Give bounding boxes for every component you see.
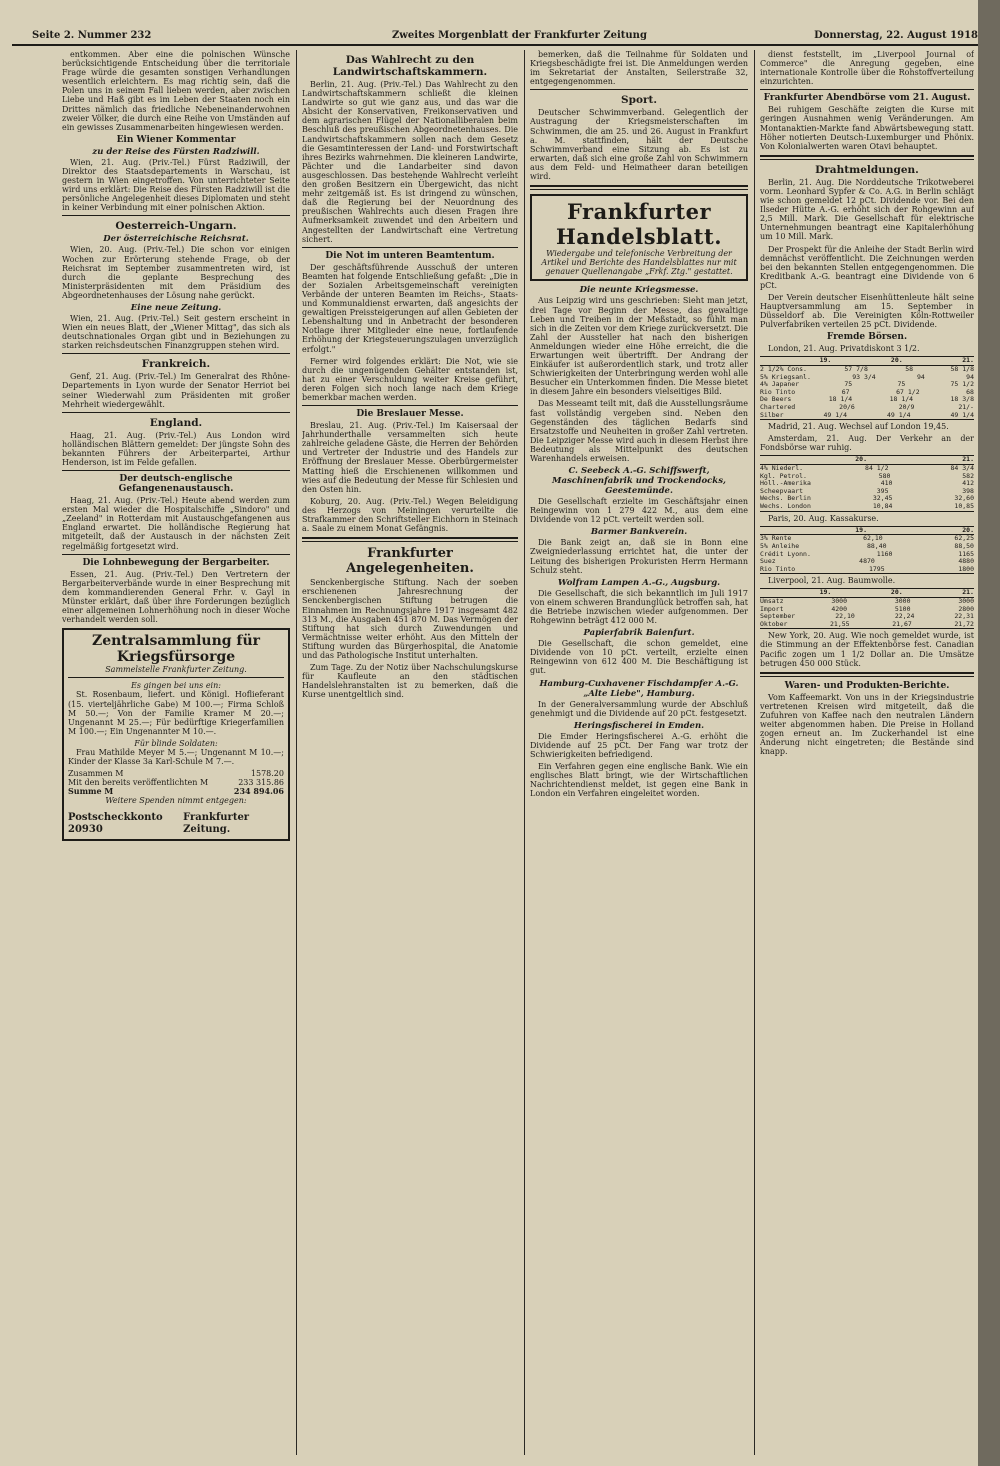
table-cell: 412 [962,479,974,488]
article-text: Berlin, 21. Aug. Die Norddeutsche Trikotweberei vorm. Leonhard Sypfer & Co. A.G. in Berlin schlägt wie schon gemeldet 12 pCt. Dividende vor. Bei den Ilseder Hütte A.-G. erhöht sich der Rohgewinn auf 2,5 Mill. Mark. Die Gesellschaft für elektrische Unternehmungen beantragt eine Kapitalerhöhung um 10 Mill. Mark. [760,177,974,242]
table-cell: September [760,612,796,621]
page-header [12,30,978,46]
table-cell: Crédit Lyonn. [760,549,811,558]
article-headline: Die Lohnbewegung der Bergarbeiter. [82,557,270,568]
article-text: entkommen. Aber eine die polnischen Wünsche berücksichtigende Entscheidung über die territoriale Frage würde die gesamten sonstigen Verhandlungen wesentlich erleichtern. Es mag richtig sein, daß die Polen uns in seinem Fall lieben werden, aber zwischen Liebe und Haß gibt es im Leben der Staaten noch ein Drittes nämlich das friedliche Nebeneinanderwohnen zweier Völker, die durch eine Reihe von Umständen auf ein gewisses Zusammenarbeiten hingewiesen werden. [62,50,290,132]
article-text: Ferner wird folgendes erklärt: Die Not, wie sie durch die ungenügenden Gehälter entstanden ist, hat zu einer Verschuldung weiter Kreise geführt, deren Folgen sich noch lange nach dem Kriege bemerkbar machen werden. [302,356,518,402]
postscheck-label: Postscheckkonto 20930 [68,811,163,835]
table-cell: 49 1/4 [823,410,847,419]
table-row [760,389,974,397]
table-cell: 21. [962,455,974,464]
sum-value: 234 894.06 [233,786,284,797]
company-headline: Heringsfischerei in Emden. [573,720,705,731]
table-cell: 88,50 [954,541,974,550]
article-text: Die Emder Heringsfischerei A.-G. erhöht die Dividende auf 25 pCt. Der Fang war trotz der Schwierigkeiten befriedigend. [530,731,748,759]
table-cell: Umsatz [760,596,784,605]
table-cell: 22,31 [954,612,974,621]
sum-label: Summe M [68,786,114,797]
article-subheadline: zu der Reise des Fürsten Radziwill. [92,146,260,157]
table-cell: 22,24 [894,612,915,621]
header-right: Donnerstag, 22. August 1918 [814,30,978,41]
donation-list: St. Rosenbaum, liefert. und Königl. Hoflieferant (15. vierteljährliche Gabe) M 100.—; Firma Schloß M 50.—; Von der Familie Kramer M 20.—; Ungenannt M 25.—; Für bedürftige Kriegerfamilien M 100.—; Ein Ungenannter M 10.—. [68,690,284,736]
table-cell: 19. [819,356,832,365]
table-cell: Rio Tinto [760,564,796,573]
table-cell: Kgl. Petrol. [760,471,807,480]
donation-subhead: Für blinde Soldaten: [134,738,218,748]
donation-box [62,628,290,840]
article-text: bemerken, daß die Teilnahme für Soldaten und Kriegsbeschädigte frei ist. Die Anmeldungen werden im Sekretariat der Anstalten, Seilerstraße 32, entgegengenommen. [530,50,748,87]
table-cell: 20/9 [898,403,915,411]
table-cell: 93 3/4 [852,372,876,381]
article-text: Ein Verfahren gegen eine englische Bank. Wie ein englisches Blatt bringt, wie der Wirtschaftlichen Nachrichtendienst meldet, ist gegen eine Bank in London ein Verfahren eingeleitet worden. [530,761,748,799]
table-cell: 582 [962,471,974,480]
article-text: dienst feststellt, im „Liverpool Journal of Commerce" die Anregung gegeben, eine internationale Kontrolle über die Rohstoffverteilung einzurichten. [760,50,974,87]
table-cell: Oktober [760,619,788,628]
table-cell: 62,10 [863,534,883,543]
article-text: Wien, 21. Aug. (Priv.-Tel.) Seit gestern erscheint in Wien ein neues Blatt, der „Wiener Mittag", das sich als deutschnationales Organ gibt und in Beziehungen zu starken reichsdeutschen Finanzgruppen stehen wird. [62,313,290,351]
article-text: Die Bank zeigt an, daß sie in Bonn eine Zweigniederlassung errichtet hat, die unter der Leitung des bisherigen Prokuristen Herrn Hermann Schulz steht. [530,538,748,575]
article-text: New York, 20. Aug. Wie noch gemeldet wurde, ist die Stimmung an der Effektenbörse fest. Canadian Pacific zogen um 1 1/2 Dollar an. Die Umsätze betrugen 450 000 Stück. [760,631,974,668]
table-cell: Wechs. London [760,502,811,511]
table-cell: 398 [962,486,974,495]
table-cell: 4% Japaner [760,380,800,389]
article-headline: Frankfurter Abendbörse vom 21. August. [763,93,971,104]
divider [62,470,290,471]
table-cell: Silber [760,410,784,419]
donation-box-subtitle: Sammelstelle Frankfurter Zeitung. [105,665,247,675]
column-4 [760,50,974,1460]
column-3 [530,50,748,1460]
table-cell: 10,85 [954,502,974,511]
table-cell: 18 1/4 [889,395,914,404]
section-headline: Frankfurter Angelegenheiten. [346,546,474,577]
table-cell: 5100 [894,604,911,613]
article-subheadline: Die neunte Kriegsmesse. [579,285,699,296]
article-text: Zum Tage. Zu der Notiz über Nachschulungskurse für Kaufleute an den städtischen Handelslehranstalten ist zu bemerken, daß die Kurse unentgeltlich sind. [302,663,518,700]
table-cell: 1800 [958,564,974,573]
stock-table-london [760,356,974,420]
article-text: Bei ruhigem Geschäfte zeigten die Kurse mit geringen Ausnahmen wenig Veränderungen. Am Montanaktien-Markte fand Abwärtsbewegung statt. Höher notierten Deutsch-Luxemburger und Phönix. Von Kolonialwerten waren Otavi behauptet. [760,105,974,151]
donation-box-title: Zentralsammlung für Kriegsfürsorge [91,633,261,666]
column-2 [302,50,518,1460]
article-headline: Der deutsch-englische Gefangenenaustausch. [118,474,234,495]
table-cell: 4880 [958,557,974,566]
article-text: Breslau, 21. Aug. (Priv.-Tel.) Im Kaisersaal der Jahrhunderthalle versammelten sich heute zahlreiche geladene Gäste, die Herren der Behörden und Vertreter der Industrie und des Handels zur Eröffnung der Breslauer Messe. Oberbürgermeister Matting hieß die Erschienenen willkommen und wies auf die Bedeutung der Messe für Schlesien und den Osten hin. [302,421,518,494]
table-cell: 22,10 [835,612,855,621]
article-text: Wien, 20. Aug. (Priv.-Tel.) Die schon vor einigen Wochen zur Erörterung stehende Frage, ob der Reichsrat im September zusammentreten wird, ist durch die geplante Besprechung des Ministerpräsidenten mit dem Präsidium des Abgeordnetenhauses der Lösung nahe gerückt. [62,245,290,300]
table-cell: 2 1/2% Cons. [760,365,807,374]
table-cell: 4200 [831,604,847,613]
donation-total-row [68,787,284,796]
column-rule [296,50,297,1455]
table-cell: 10,84 [872,502,893,511]
table-cell: Suez [760,557,776,566]
table-cell: 58 1/8 [950,365,974,374]
table-cell: 20. [855,455,867,464]
table-cell: Wechs. Berlin [760,494,811,503]
article-text: Wien, 21. Aug. (Priv.-Tel.) Fürst Radziwill, der Direktor des Staatsdepartements in Warschau, ist gestern in Wien eingetroffen. Von unterrichteter Seite wird uns erklärt: Die Reise des Fürsten Radziwill ist die persönliche Angelegenheit dieses Diplomaten und steht in keiner Verbindung mit einer polnischen Aktion. [62,157,290,213]
article-text: Berlin, 21. Aug. (Priv.-Tel.) Das Wahlrecht zu den Landwirtschaftskammern schließt die kleinen Landwirte so gut wie ganz aus, und das war die Absicht der Konservativen, Freikonservativen und dem agrarischen Flügel der Nationalliberalen beim Beschluß des preußischen Abgeordnetenhauses. Die Landwirtschaftskammern sollen nach dem Gesetz die Gesamtinteressen der Land- und Forstwirtschaft ihres Bezirks wahrnehmen. Die kleineren Landwirte, Pächter und die Landarbeiter sind davon ausgeschlossen. Das bestehende Wahlrecht verleiht den großen Besitzern ein Übergewicht, das nicht mehr zeitgemäß ist. Es ist dringend zu wünschen, daß die Regierung bei der Neuordnung des preußischen Wahlrechts auch diesen Fragen ihre Aufmerksamkeit zuwendet und den Arbeitern und Angestellten der Landwirtschaft eine Vertretung sichert. [302,80,518,244]
table-cell: 94 [966,372,974,381]
table-header-row [760,589,974,598]
company-headline: Wolfram Lampen A.-G., Augsburg. [557,577,721,588]
table-cell: 75 1/2 [950,380,974,389]
sum-value: 233 315.86 [238,778,284,788]
divider [760,155,974,160]
donation-list: Frau Mathilde Meyer M 5.—; Ungenannt M 10.—; Kinder der Klasse 3a Karl-Schule M 7.—. [68,747,284,767]
divider [62,554,290,555]
sum-label: Zusammen M [68,769,124,779]
table-cell: Holl.-Amerika [760,479,811,488]
article-text: Haag, 21. Aug. (Priv.-Tel.) Aus London wird holländischen Blättern gemeldet: Der jüngste Sohn des bekannten Führers der Arbeiterpartei, Arthur Henderson, ist im Felde gefallen. [62,430,290,467]
section-headline: Drahtmeldungen. [815,163,919,176]
table-cell: 19. [819,588,832,597]
article-text: Die Gesellschaft, die sich bekanntlich im Juli 1917 von einem schweren Brandunglück betroffen sah, hat die Betriebe inzwischen wieder aufgenommen. Der Rohgewinn beträgt 412 000 M. [530,588,748,626]
table-cell: 18 1/4 [828,395,853,404]
table-cell: 84 1/2 [865,464,889,473]
table-row [760,412,974,420]
table-cell: 4% Niederl. [760,464,804,473]
table-cell: 21. [962,356,974,365]
divider [760,89,974,90]
market-head: London, 21. Aug. Privatdiskont 3 1/2. [768,344,920,354]
table-cell: 5% Kriegsanl. [760,372,811,381]
divider [62,412,290,413]
article-text: Die Gesellschaft, die schon gemeldet, eine Dividende von 10 pCt. verteilt, erzielte einen Reingewinn von 612 400 M. Die Beschäftigung ist gut. [530,639,748,676]
market-head: Liverpool, 21. Aug. Baumwolle. [768,576,896,586]
article-text: Genf, 21. Aug. (Priv.-Tel.) Im Generalrat des Rhône-Departements in Lyon wurde der Senator Herriot bei seiner Wiederwahl zum Präsidenten mit großer Mehrheit wiedergewählt. [62,372,290,409]
company-headline: Hamburg-Cuxhavener Fischdampfer A.-G. „Alte Liebe", Hamburg. [539,678,739,699]
handelsblatt-title: Frankfurter Handelsblatt. [555,199,723,250]
article-headline: Waren- und Produkten-Berichte. [784,680,950,691]
article-text: Vom Kaffeemarkt. Von uns in der Kriegsindustrie vertretenen Kreisen wird mitgeteilt, daß die Zufuhren von Kaffee nach den neutralen Ländern weiter abgenommen haben. Die Preise in Holland zogen erneut an. Im Zuckerhandel ist eine Änderung nicht eingetreten; die Bestände sind knapp. [760,692,974,757]
article-text: Der Prospekt für die Anleihe der Stadt Berlin wird demnächst veröffentlicht. Die Zeichnungen werden bei den bekannten Stellen entgegengenommen. Die Kreditbank A.-G. beantragt eine Dividende von 6 pCt. [760,244,974,290]
table-cell: 19. [855,525,867,534]
header-center: Zweites Morgenblatt der Frankfurter Zeitung [392,30,647,41]
donation-footer: Weitere Spenden nimmt entgegen: [105,796,247,806]
table-cell: Rio Tinto [760,387,796,396]
table-cell: 75 [897,380,906,389]
table-cell: 32,45 [872,494,893,503]
article-headline: Das Wahlrecht zu den Landwirtschaftskammern. [332,54,488,78]
table-row [760,503,974,511]
table-cell: 67 1/2 [896,387,920,396]
table-row [760,598,974,606]
sum-label: Mit den bereits veröffentlichten M [68,778,209,788]
divider [760,672,974,677]
table-cell: 21/- [958,403,974,411]
divider [302,537,518,542]
table-cell: 49 1/4 [887,410,911,419]
column-1 [62,50,290,1460]
table-cell: 58 [905,365,914,374]
donation-sum-row [68,769,284,778]
donation-box-intro: Es gingen bei uns ein: [131,681,221,691]
table-cell: 21,67 [892,619,912,628]
article-text: Essen, 21. Aug. (Priv.-Tel.) Den Vertretern der Bergarbeiterverbände wurde in einer Besprechung mit dem kommandierenden General Frhr. v. Gayl in Münster erklärt, daß über ihre Forderungen bezüglich einer allgemeinen Lohnerhöhung noch in dieser Woche verhandelt werden soll. [62,569,290,625]
article-text: Die Gesellschaft erzielte im Geschäftsjahr einen Reingewinn von 1 279 422 M., aus dem eine Dividende von 12 pCt. verteilt werden soll. [530,497,748,525]
stock-table-amsterdam [760,455,974,511]
table-cell: 1795 [868,564,885,573]
table-cell: 68 [966,387,974,396]
table-cell: 57 7/8 [844,365,868,374]
market-head: Madrid, 21. Aug. Wechsel auf London 19,45. [768,422,949,432]
table-cell: 75 [844,380,853,389]
divider [302,405,518,406]
article-text: Koburg, 20. Aug. (Priv.-Tel.) Wegen Beleidigung des Herzogs von Meiningen verurteilte die Strafkammer den Schriftsteller Eichhorn in Steinach a. Saale zu einem Monat Gefängnis. [302,496,518,534]
article-text: In der Generalversammlung wurde der Abschluß genehmigt und die Dividende auf 20 pCt. festgesetzt. [530,699,748,718]
donation-contact [68,812,284,836]
table-cell: 21. [962,588,974,597]
stock-table-liverpool [760,588,974,629]
article-text: Das Messeamt teilt mit, daß die Ausstellungsräume fast vollständig vergeben sind. Neben den Gegenständen des täglichen Bedarfs sind Ersatzstoffe und Neuheiten in großer Zahl vertreten. Die Leipziger Messe wird auch in diesem Herbst ihre Bedeutung als Mittelpunkt des deutschen Warenhandels erweisen. [530,399,748,463]
table-cell: 3000 [831,596,847,605]
table-cell: 32,60 [954,494,974,503]
table-cell: Chartered [760,403,796,411]
table-cell: 20. [890,356,903,365]
table-cell: 3000 [958,596,974,605]
newspaper-name: Frankfurter Zeitung. [183,811,250,835]
table-cell: Scheepvaart [760,486,804,495]
table-cell: 88,40 [866,541,887,550]
table-cell: 84 3/4 [950,464,974,473]
table-cell: 395 [876,486,889,495]
table-cell: 20. [962,525,974,534]
column-rule [524,50,525,1455]
table-cell: 5% Anleihe [760,541,800,550]
article-text: Deutscher Schwimmverband. Gelegentlich der Austragung der Kriegsmeisterschaften im Schwimmen, die am 25. und 26. August in Frankfurt a. M. stattfinden, hält der Deutsche Schwimmverband eine Sitzung ab. Es ist zu erwarten, daß sich eine große Zahl von Schwimmern aus dem Feld- und Heimatheer daran beteiligen wird. [530,108,748,182]
table-row [760,621,974,629]
article-text: Aus Leipzig wird uns geschrieben: Sieht man jetzt, drei Tage vor Beginn der Messe, das gewaltige Leben und Treiben in der Meßstadt, so fühlt man sich in die Zeiten vor dem Kriege zurückversetzt. Die Zahl der Aussteller hat nach den bisherigen Anmeldungen wieder eine Höhe erreicht, die die Erwartungen weit übertrifft. Der Andrang der Einkäufer ist außerordentlich stark, und trotz aller Schwierigkeiten der Unterbringung werden wohl alle Besucher ein Unterkommen finden. Die Messe bietet in diesem Jahre ein besonders vielseitiges Bild. [530,296,748,397]
divider [302,247,518,248]
table-cell: 3000 [894,596,911,605]
table-cell: 94 [917,372,925,381]
market-head: Paris, 20. Aug. Kassakurse. [768,513,879,523]
company-headline: Barmer Bankverein. [590,527,688,538]
table-cell: 2800 [958,604,974,613]
page-edge [978,0,1000,1466]
table-cell: 580 [878,471,891,480]
table-cell: 4870 [859,557,875,566]
stock-table-paris [760,526,974,575]
table-row [760,566,974,574]
sum-value: 1578.20 [250,769,284,779]
article-text: Haag, 21. Aug. (Priv.-Tel.) Heute abend werden zum ersten Mal wieder die Hospitalschiffe „Sindoro" und „Zeeland" in Rotterdam mit Austauschgefangenen aus England erwartet. Die holländische Regierung hat mitgeteilt, daß der Austausch in der nächsten Zeit regelmäßig fortgesetzt wird. [62,496,290,551]
divider [530,185,748,190]
table-row [760,613,974,621]
section-headline: Sport. [621,94,657,107]
article-subheadline: Der österreichische Reichsrat. [103,234,249,245]
company-headline: C. Seebeck A.-G. Schiffswerft, Maschinenfabrik und Trockendocks, Geestemünde. [552,466,726,497]
article-headline: Die Not im unteren Beamtentum. [325,250,495,261]
table-cell: 18 3/8 [950,395,974,404]
table-cell: 1165 [958,549,974,558]
article-headline: Fremde Börsen. [826,332,908,343]
article-text: Der Verein deutscher Eisenhüttenleute hält seine Hauptversammlung am 15. September in Düsseldorf ab. Die Vereinigten Köln-Rottweiler Pulverfabriken verteilen 25 pCt. Dividende. [760,292,974,330]
table-cell: 49 1/4 [950,410,974,419]
article-text: Der geschäftsführende Ausschuß der unteren Beamten hat folgende Entschließung gefaßt: „Die in der Sozialen Arbeitsgemeinschaft vereinigten Verbände der unteren Beamten im Reichs-, Staats- und Kommunaldienst erwarten, daß angesichts der gewaltigen Preissteigerungen auf allen Gebieten der Lebenshaltung und in Anbetracht der besonderen Notlage ihrer Mitglieder eine neue, fortlaufende Erhöhung der Kriegsteuerungszulagen unverzüglich erfolgt." [302,262,518,354]
table-cell: 20/6 [839,403,855,411]
article-headline: Ein Wiener Kommentar [116,134,236,145]
table-cell: 20. [890,588,903,597]
table-cell: 62,25 [954,534,974,543]
table-cell: 1160 [876,549,893,558]
column-rule [754,50,755,1455]
table-cell: 21,72 [954,619,974,628]
section-headline: Frankreich. [141,358,211,371]
handelsblatt-banner [530,194,748,281]
article-headline: Die Breslauer Messe. [356,409,464,420]
table-cell: De Beers [760,395,792,404]
divider [530,89,748,90]
market-head: Amsterdam, 21. Aug. Der Verkehr an der Fondsbörse war ruhig. [760,434,974,453]
handelsblatt-subtitle: Wiedergabe und telefonische Verbreitung der Artikel und Berichte des Handelsblattes nur mit genauer Quellenangabe „Frkf. Ztg." gestattet. [541,249,737,277]
divider [68,677,284,678]
table-cell: 3% Rente [760,534,792,543]
header-left: Seite 2. Nummer 232 [32,30,152,41]
table-cell: Import [760,604,784,613]
section-headline: England. [149,416,203,429]
table-cell: 410 [880,479,893,488]
divider [62,215,290,216]
table-row [760,404,974,412]
table-cell: 67 [841,387,850,396]
company-headline: Papierfabrik Baienfurt. [583,628,695,639]
section-headline: Oesterreich-Ungarn. [115,220,237,233]
table-cell: 21,55 [830,619,850,628]
article-text: Senckenbergische Stiftung. Nach der soeben erschienenen Jahresrechnung der Senckenbergischen Stiftung betrugen die Einnahmen im Rechnungsjahre 1917 insgesamt 482 313 M., die Ausgaben 451 870 M. Das Vermögen der Stiftung hat sich durch Zuwendungen und Vermächtnisse weiter erhöht. Aus den Mitteln der Stiftung wurden das Bürgerhospital, die Anatomie und das Pathologische Institut unterhalten. [302,578,518,660]
divider [62,353,290,354]
article-subheadline: Eine neue Zeitung. [130,302,222,313]
